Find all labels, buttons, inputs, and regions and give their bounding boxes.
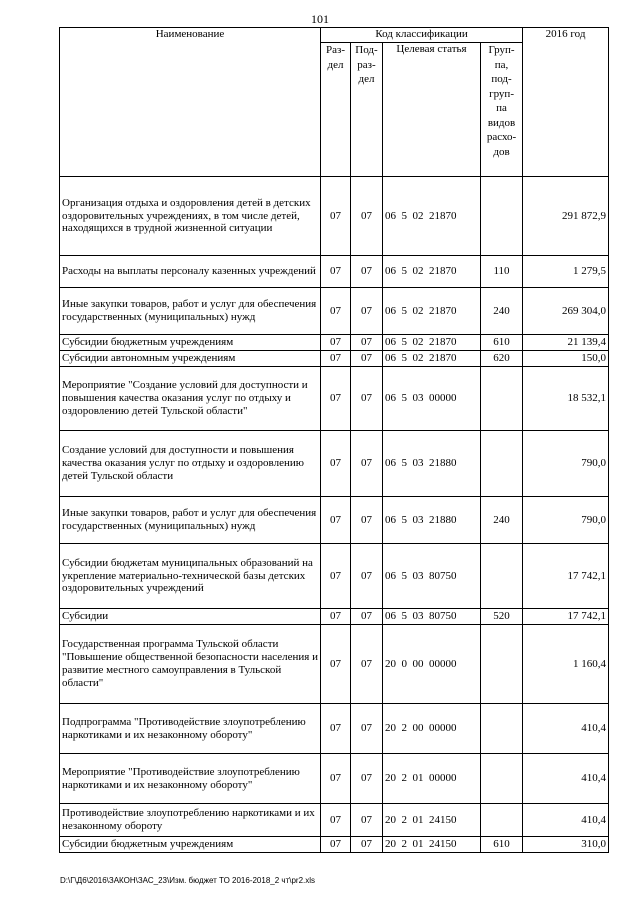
- row-subsection: 07: [351, 625, 383, 704]
- row-amount: 410,4: [523, 754, 609, 804]
- row-target-item: 20 2 01 24150: [383, 804, 481, 837]
- row-section: 07: [321, 367, 351, 431]
- row-expense-group: [481, 754, 523, 804]
- row-amount: 310,0: [523, 837, 609, 853]
- table-row: [60, 544, 609, 609]
- row-name: Государственная программа Тульской области "Повышение общественной безопасности населения и развитие местного самоуправления в Тульской области": [60, 625, 321, 704]
- header-code: Код классификации: [321, 28, 523, 43]
- row-section: 07: [321, 497, 351, 544]
- row-amount: 17 742,1: [523, 609, 609, 625]
- header-target-item: Целевая статья: [383, 43, 481, 177]
- row-subsection: 07: [351, 609, 383, 625]
- row-expense-group: 240: [481, 497, 523, 544]
- row-target-item: 06 5 03 21880: [383, 431, 481, 497]
- row-expense-group: [481, 625, 523, 704]
- row-subsection: 07: [351, 351, 383, 367]
- row-expense-group: [481, 367, 523, 431]
- header-year: 2016 год: [523, 28, 609, 177]
- row-amount: 410,4: [523, 704, 609, 754]
- header-name: Наименование: [60, 28, 321, 177]
- page-number: 101: [311, 12, 329, 26]
- row-name: Мероприятие "Противодействие злоупотреблению наркотиками и их незаконному обороту": [60, 754, 321, 804]
- row-amount: 17 742,1: [523, 544, 609, 609]
- table-row: [60, 256, 609, 288]
- row-subsection: 07: [351, 754, 383, 804]
- header-subsection: Под- раз- дел: [351, 43, 383, 177]
- row-section: 07: [321, 335, 351, 351]
- row-name: Субсидии бюджетным учреждениям: [60, 335, 321, 351]
- row-section: 07: [321, 609, 351, 625]
- row-amount: 18 532,1: [523, 367, 609, 431]
- row-target-item: 20 2 01 24150: [383, 837, 481, 853]
- row-expense-group: 520: [481, 609, 523, 625]
- row-expense-group: [481, 704, 523, 754]
- row-expense-group: 620: [481, 351, 523, 367]
- table-row: [60, 288, 609, 335]
- row-target-item: 06 5 02 21870: [383, 288, 481, 335]
- row-name: Расходы на выплаты персоналу казенных учреждений: [60, 256, 321, 288]
- row-amount: 21 139,4: [523, 335, 609, 351]
- table-row: [60, 704, 609, 754]
- row-section: 07: [321, 804, 351, 837]
- table-row: [60, 754, 609, 804]
- row-subsection: 07: [351, 431, 383, 497]
- row-section: 07: [321, 351, 351, 367]
- table-row: [60, 367, 609, 431]
- row-amount: 291 872,9: [523, 177, 609, 256]
- row-subsection: 07: [351, 837, 383, 853]
- row-amount: 790,0: [523, 431, 609, 497]
- row-target-item: 06 5 02 21870: [383, 177, 481, 256]
- row-name: Подпрограмма "Противодействие злоупотреблению наркотиками и их незаконному обороту": [60, 704, 321, 754]
- row-section: 07: [321, 544, 351, 609]
- row-target-item: 06 5 03 21880: [383, 497, 481, 544]
- header-section: Раз- дел: [321, 43, 351, 177]
- row-expense-group: [481, 544, 523, 609]
- row-expense-group: [481, 431, 523, 497]
- row-amount: 790,0: [523, 497, 609, 544]
- row-section: 07: [321, 256, 351, 288]
- row-expense-group: 610: [481, 837, 523, 853]
- row-expense-group: 610: [481, 335, 523, 351]
- row-name: Иные закупки товаров, работ и услуг для обеспечения государственных (муниципальных) нужд: [60, 288, 321, 335]
- row-section: 07: [321, 177, 351, 256]
- row-target-item: 06 5 03 80750: [383, 609, 481, 625]
- budget-table: [59, 27, 609, 853]
- row-name: Субсидии: [60, 609, 321, 625]
- row-name: Субсидии автономным учреждениям: [60, 351, 321, 367]
- table-row: [60, 804, 609, 837]
- row-subsection: 07: [351, 335, 383, 351]
- row-target-item: 06 5 03 80750: [383, 544, 481, 609]
- row-expense-group: 110: [481, 256, 523, 288]
- row-subsection: 07: [351, 704, 383, 754]
- row-name: Создание условий для доступности и повышения качества оказания услуг по отдыху и оздоровлению детей Тульской области: [60, 431, 321, 497]
- row-target-item: 06 5 02 21870: [383, 256, 481, 288]
- row-section: 07: [321, 704, 351, 754]
- row-section: 07: [321, 837, 351, 853]
- row-amount: 1 160,4: [523, 625, 609, 704]
- table-row: [60, 837, 609, 853]
- row-amount: 410,4: [523, 804, 609, 837]
- row-section: 07: [321, 754, 351, 804]
- row-expense-group: 240: [481, 288, 523, 335]
- table-row: [60, 609, 609, 625]
- table-row: [60, 625, 609, 704]
- row-name: Организация отдыха и оздоровления детей в детских оздоровительных учреждениях, в том числе детей, находящихся в трудной жизненной ситуации: [60, 177, 321, 256]
- row-amount: 1 279,5: [523, 256, 609, 288]
- row-amount: 269 304,0: [523, 288, 609, 335]
- row-expense-group: [481, 804, 523, 837]
- table-row: [60, 497, 609, 544]
- row-amount: 150,0: [523, 351, 609, 367]
- row-name: Субсидии бюджетным учреждениям: [60, 837, 321, 853]
- row-subsection: 07: [351, 256, 383, 288]
- row-target-item: 20 2 00 00000: [383, 704, 481, 754]
- row-subsection: 07: [351, 497, 383, 544]
- row-subsection: 07: [351, 288, 383, 335]
- row-target-item: 20 2 01 00000: [383, 754, 481, 804]
- row-section: 07: [321, 625, 351, 704]
- row-subsection: 07: [351, 804, 383, 837]
- row-subsection: 07: [351, 367, 383, 431]
- file-path-footer: D:\Г\Д6\2016\ЗАКОН\ЗАС_23\Изм. бюджет ТО 2016-2018_2 чт\pr2.xls: [60, 876, 316, 885]
- row-name: Субсидии бюджетам муниципальных образований на укрепление материально-технической базы детских оздоровительных учреждений: [60, 544, 321, 609]
- header-expense-group: Груп- па, под- груп- па видов расхо- дов: [481, 43, 523, 177]
- row-name: Противодействие злоупотреблению наркотиками и их незаконному обороту: [60, 804, 321, 837]
- table-row: [60, 335, 609, 351]
- row-name: Мероприятие "Создание условий для доступности и повышения качества оказания услуг по отдыху и оздоровлению детей Тульской области": [60, 367, 321, 431]
- table-row: [60, 177, 609, 256]
- row-subsection: 07: [351, 177, 383, 256]
- row-subsection: 07: [351, 544, 383, 609]
- row-target-item: 06 5 03 00000: [383, 367, 481, 431]
- row-target-item: 06 5 02 21870: [383, 351, 481, 367]
- table-row: [60, 351, 609, 367]
- table-row: [60, 431, 609, 497]
- row-section: 07: [321, 288, 351, 335]
- row-target-item: 20 0 00 00000: [383, 625, 481, 704]
- row-name: Иные закупки товаров, работ и услуг для обеспечения государственных (муниципальных) нужд: [60, 497, 321, 544]
- row-target-item: 06 5 02 21870: [383, 335, 481, 351]
- row-section: 07: [321, 431, 351, 497]
- row-expense-group: [481, 177, 523, 256]
